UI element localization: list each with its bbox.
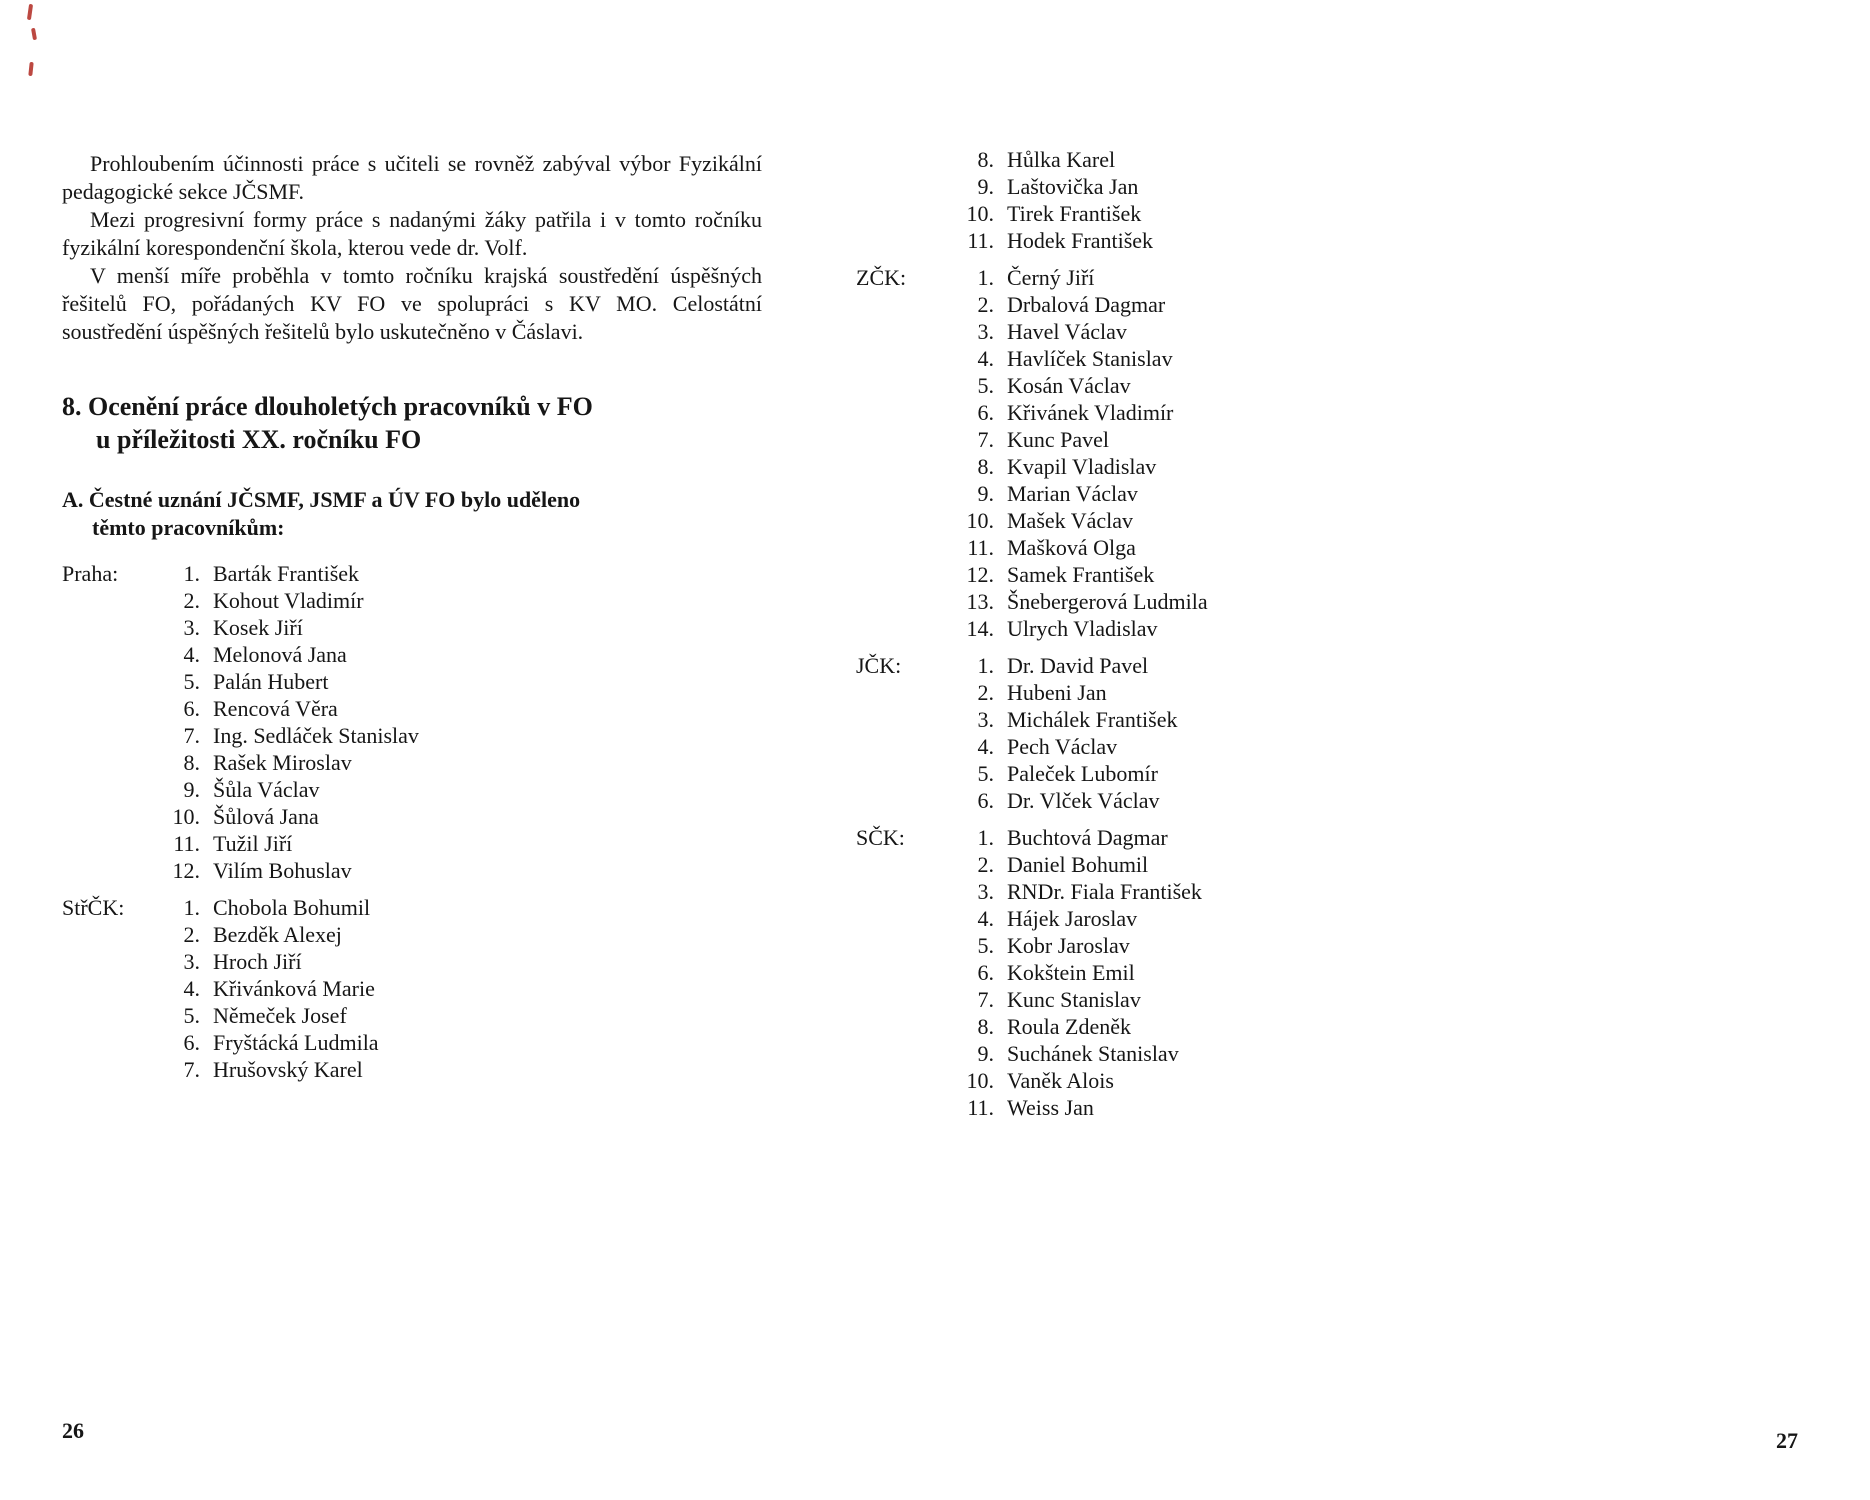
group-label — [856, 480, 950, 507]
item-number: 8. — [183, 750, 200, 775]
item-number: 10. — [966, 508, 994, 533]
item-number: 2. — [183, 922, 200, 947]
item-number: 5. — [183, 1003, 200, 1028]
item-number: 7. — [183, 723, 200, 748]
item-name: Šůlová Jana — [213, 804, 319, 829]
item-name: Rencová Věra — [213, 696, 338, 721]
group-label — [856, 318, 950, 345]
list-row — [62, 1002, 762, 1029]
item-number: 8. — [977, 1014, 994, 1039]
item-name: Barták František — [213, 561, 360, 586]
item-name: Palán Hubert — [213, 669, 329, 694]
item-number: 10. — [966, 1068, 994, 1093]
list-row — [62, 857, 762, 884]
item-number: 3. — [977, 319, 994, 344]
item-number: 10. — [172, 804, 200, 829]
paragraph: Mezi progresivní formy práce s nadanými žáky patřila i v tomto ročníku fyzikální korespondenční škola, kterou vede dr. Volf. — [62, 207, 762, 260]
list-row — [62, 921, 762, 948]
group-label — [856, 372, 950, 399]
group-label — [62, 776, 156, 803]
group-label — [62, 587, 156, 614]
group-label — [856, 588, 950, 615]
group-label — [856, 146, 950, 173]
item-number: 9. — [977, 1041, 994, 1066]
list-row — [856, 291, 1556, 318]
right-list — [856, 146, 1556, 1121]
subsection-heading-line2: těmto pracovníkům: — [92, 515, 285, 540]
group-label — [856, 932, 950, 959]
list-row — [856, 787, 1556, 814]
item-name: RNDr. Fiala František — [1007, 879, 1202, 904]
item-number: 1. — [977, 265, 994, 290]
item-name: Paleček Lubomír — [1007, 761, 1158, 786]
item-number: 9. — [183, 777, 200, 802]
group-label — [856, 706, 950, 733]
right-page — [856, 146, 1556, 1121]
list-row — [62, 776, 762, 803]
item-number: 2. — [977, 852, 994, 877]
item-number: 10. — [966, 201, 994, 226]
item-name: Ing. Sedláček Stanislav — [213, 723, 419, 748]
paragraph: V menší míře proběhla v tomto ročníku krajská soustředění úspěšných řešitelů FO, pořádaných KV FO ve spolupráci s KV MO. Celostátní soustředění úspěšných řešitelů bylo uskutečněno v Čáslavi. — [62, 263, 762, 344]
item-number: 3. — [977, 707, 994, 732]
item-number: 3. — [183, 615, 200, 640]
list-group — [62, 894, 762, 1083]
item-number: 8. — [977, 454, 994, 479]
list-group — [856, 146, 1556, 254]
item-number: 7. — [977, 427, 994, 452]
item-number: 12. — [172, 858, 200, 883]
group-label — [62, 803, 156, 830]
item-name: Hájek Jaroslav — [1007, 906, 1138, 931]
list-row — [856, 824, 1556, 851]
group-label — [856, 1040, 950, 1067]
item-name: Hodek František — [1007, 228, 1154, 253]
group-label — [856, 1013, 950, 1040]
item-number: 8. — [977, 147, 994, 172]
item-number: 1. — [977, 653, 994, 678]
item-name: Havlíček Stanislav — [1007, 346, 1173, 371]
page-number-left: 26 — [62, 1418, 84, 1443]
group-label — [856, 1067, 950, 1094]
list-row — [62, 948, 762, 975]
item-name: Mašek Václav — [1007, 508, 1134, 533]
subsection-heading — [62, 486, 762, 542]
item-name: Němeček Josef — [213, 1003, 347, 1028]
item-number: 9. — [977, 174, 994, 199]
section-heading-line1: 8. Ocenění práce dlouholetých pracovníků v FO — [62, 392, 593, 421]
list-row — [62, 614, 762, 641]
group-label — [62, 921, 156, 948]
list-row — [856, 1040, 1556, 1067]
group-label — [62, 857, 156, 884]
item-number: 6. — [977, 400, 994, 425]
list-row — [62, 722, 762, 749]
group-label — [856, 878, 950, 905]
list-row — [856, 652, 1556, 679]
list-row — [62, 830, 762, 857]
section-heading-line2: u příležitosti XX. ročníku FO — [96, 425, 422, 454]
scan-marks — [22, 2, 46, 102]
item-name: Šůla Václav — [213, 777, 320, 802]
item-number: 1. — [977, 825, 994, 850]
group-label: Praha: — [62, 561, 119, 586]
list-row — [62, 560, 762, 587]
list-row — [62, 749, 762, 776]
list-row — [856, 146, 1556, 173]
list-row — [856, 905, 1556, 932]
item-number: 2. — [977, 292, 994, 317]
group-label — [62, 1029, 156, 1056]
list-row — [62, 975, 762, 1002]
list-group — [856, 824, 1556, 1121]
list-row — [62, 803, 762, 830]
group-label — [856, 534, 950, 561]
group-label — [856, 507, 950, 534]
list-row — [856, 561, 1556, 588]
item-name: Tužil Jiří — [213, 831, 293, 856]
group-label — [62, 830, 156, 857]
item-number: 5. — [183, 669, 200, 694]
list-row — [856, 932, 1556, 959]
list-row — [856, 1013, 1556, 1040]
list-row — [856, 173, 1556, 200]
list-row — [856, 760, 1556, 787]
item-name: Marian Václav — [1007, 481, 1138, 506]
list-row — [856, 878, 1556, 905]
item-number: 4. — [977, 346, 994, 371]
item-name: Kunc Pavel — [1007, 427, 1110, 452]
group-label — [856, 905, 950, 932]
left-page — [62, 150, 762, 1083]
list-row — [856, 733, 1556, 760]
list-row — [856, 1067, 1556, 1094]
list-row — [856, 588, 1556, 615]
item-name: Pech Václav — [1007, 734, 1118, 759]
list-row — [856, 453, 1556, 480]
item-name: Chobola Bohumil — [213, 895, 371, 920]
item-number: 4. — [977, 734, 994, 759]
item-name: Weiss Jan — [1007, 1095, 1094, 1120]
item-number: 5. — [977, 933, 994, 958]
list-row — [856, 480, 1556, 507]
list-group — [62, 560, 762, 884]
item-name: Michálek František — [1007, 707, 1178, 732]
group-label — [856, 173, 950, 200]
group-label — [856, 426, 950, 453]
item-name: Buchtová Dagmar — [1007, 825, 1168, 850]
item-name: Daniel Bohumil — [1007, 852, 1149, 877]
list-row — [856, 399, 1556, 426]
group-label — [856, 851, 950, 878]
list-row — [856, 706, 1556, 733]
item-number: 14. — [966, 616, 994, 641]
group-label: StřČK: — [62, 895, 125, 920]
list-row — [856, 986, 1556, 1013]
item-name: Vaněk Alois — [1007, 1068, 1114, 1093]
group-label — [62, 614, 156, 641]
item-number: 4. — [977, 906, 994, 931]
item-number: 2. — [183, 588, 200, 613]
item-name: Ulrych Vladislav — [1007, 616, 1158, 641]
list-row — [856, 534, 1556, 561]
item-number: 5. — [977, 373, 994, 398]
list-row — [62, 1029, 762, 1056]
group-label — [856, 399, 950, 426]
item-name: Kunc Stanislav — [1007, 987, 1141, 1012]
item-name: Mašková Olga — [1007, 535, 1136, 560]
list-row — [62, 668, 762, 695]
item-name: Samek František — [1007, 562, 1155, 587]
item-number: 4. — [183, 642, 200, 667]
list-row — [62, 695, 762, 722]
item-number: 4. — [183, 976, 200, 1001]
group-label — [856, 200, 950, 227]
item-name: Kvapil Vladislav — [1007, 454, 1157, 479]
group-label — [856, 345, 950, 372]
list-row — [856, 959, 1556, 986]
list-row — [856, 200, 1556, 227]
item-name: Kosán Václav — [1007, 373, 1131, 398]
item-number: 6. — [977, 788, 994, 813]
left-list — [62, 560, 762, 1083]
page-number-right: 27 — [1776, 1428, 1798, 1453]
group-label — [856, 986, 950, 1013]
item-name: Hůlka Karel — [1007, 147, 1116, 172]
group-label: JČK: — [856, 653, 902, 678]
group-label — [62, 975, 156, 1002]
list-row — [856, 426, 1556, 453]
group-label — [856, 733, 950, 760]
group-label — [856, 453, 950, 480]
item-name: Laštovička Jan — [1007, 174, 1139, 199]
list-row — [856, 372, 1556, 399]
group-label — [856, 959, 950, 986]
item-number: 2. — [977, 680, 994, 705]
item-number: 11. — [967, 535, 994, 560]
item-number: 3. — [977, 879, 994, 904]
item-number: 7. — [183, 1057, 200, 1082]
item-name: Rašek Miroslav — [213, 750, 352, 775]
item-number: 5. — [977, 761, 994, 786]
item-name: Kobr Jaroslav — [1007, 933, 1130, 958]
item-name: Křivánková Marie — [213, 976, 375, 1001]
list-row — [856, 615, 1556, 642]
subsection-heading-line1: A. Čestné uznání JČSMF, JSMF a ÚV FO bylo uděleno — [62, 487, 581, 512]
item-name: Černý Jiří — [1007, 265, 1095, 290]
item-number: 6. — [183, 1030, 200, 1055]
item-name: Hrušovský Karel — [213, 1057, 363, 1082]
list-row — [856, 227, 1556, 254]
group-label — [62, 668, 156, 695]
item-name: Kosek Jiří — [213, 615, 303, 640]
list-row — [856, 679, 1556, 706]
item-name: Drbalová Dagmar — [1007, 292, 1166, 317]
group-label — [62, 948, 156, 975]
list-row — [856, 345, 1556, 372]
item-name: Hubeni Jan — [1007, 680, 1107, 705]
list-row — [62, 587, 762, 614]
item-number: 7. — [977, 987, 994, 1012]
list-row — [62, 641, 762, 668]
item-name: Bezděk Alexej — [213, 922, 342, 947]
group-label — [62, 695, 156, 722]
item-name: Dr. Vlček Václav — [1007, 788, 1160, 813]
list-row — [856, 264, 1556, 291]
group-label: SČK: — [856, 825, 905, 850]
item-number: 11. — [967, 1095, 994, 1120]
item-name: Kokštein Emil — [1007, 960, 1135, 985]
group-label — [856, 615, 950, 642]
list-group — [856, 652, 1556, 814]
item-name: Melonová Jana — [213, 642, 347, 667]
list-group — [856, 264, 1556, 642]
item-name: Roula Zdeněk — [1007, 1014, 1132, 1039]
list-row — [856, 851, 1556, 878]
list-row — [856, 1094, 1556, 1121]
list-row — [856, 507, 1556, 534]
item-name: Havel Václav — [1007, 319, 1127, 344]
group-label — [62, 641, 156, 668]
item-number: 6. — [977, 960, 994, 985]
group-label — [856, 760, 950, 787]
item-number: 1. — [183, 561, 200, 586]
item-name: Kohout Vladimír — [213, 588, 364, 613]
item-name: Křivánek Vladimír — [1007, 400, 1174, 425]
group-label — [856, 1094, 950, 1121]
list-row — [856, 318, 1556, 345]
item-number: 12. — [966, 562, 994, 587]
group-label — [62, 749, 156, 776]
group-label — [62, 722, 156, 749]
item-number: 3. — [183, 949, 200, 974]
group-label — [62, 1002, 156, 1029]
paragraph: Prohloubením účinnosti práce s učiteli se rovněž zabýval výbor Fyzikální pedagogické sekce JČSMF. — [62, 151, 762, 204]
item-name: Šnebergerová Ludmila — [1007, 589, 1208, 614]
group-label — [856, 787, 950, 814]
item-number: 11. — [173, 831, 200, 856]
section-heading — [62, 390, 762, 456]
item-name: Vilím Bohuslav — [213, 858, 352, 883]
item-number: 6. — [183, 696, 200, 721]
item-number: 1. — [183, 895, 200, 920]
item-name: Dr. David Pavel — [1007, 653, 1149, 678]
item-number: 9. — [977, 481, 994, 506]
item-name: Tirek František — [1007, 201, 1142, 226]
item-number: 13. — [966, 589, 994, 614]
group-label — [856, 561, 950, 588]
group-label — [62, 1056, 156, 1083]
list-row — [62, 1056, 762, 1083]
group-label — [856, 679, 950, 706]
group-label — [856, 227, 950, 254]
list-row — [62, 894, 762, 921]
item-name: Hroch Jiří — [213, 949, 302, 974]
item-number: 11. — [967, 228, 994, 253]
item-name: Suchánek Stanislav — [1007, 1041, 1179, 1066]
group-label: ZČK: — [856, 265, 907, 290]
item-name: Fryštácká Ludmila — [213, 1030, 379, 1055]
group-label — [856, 291, 950, 318]
